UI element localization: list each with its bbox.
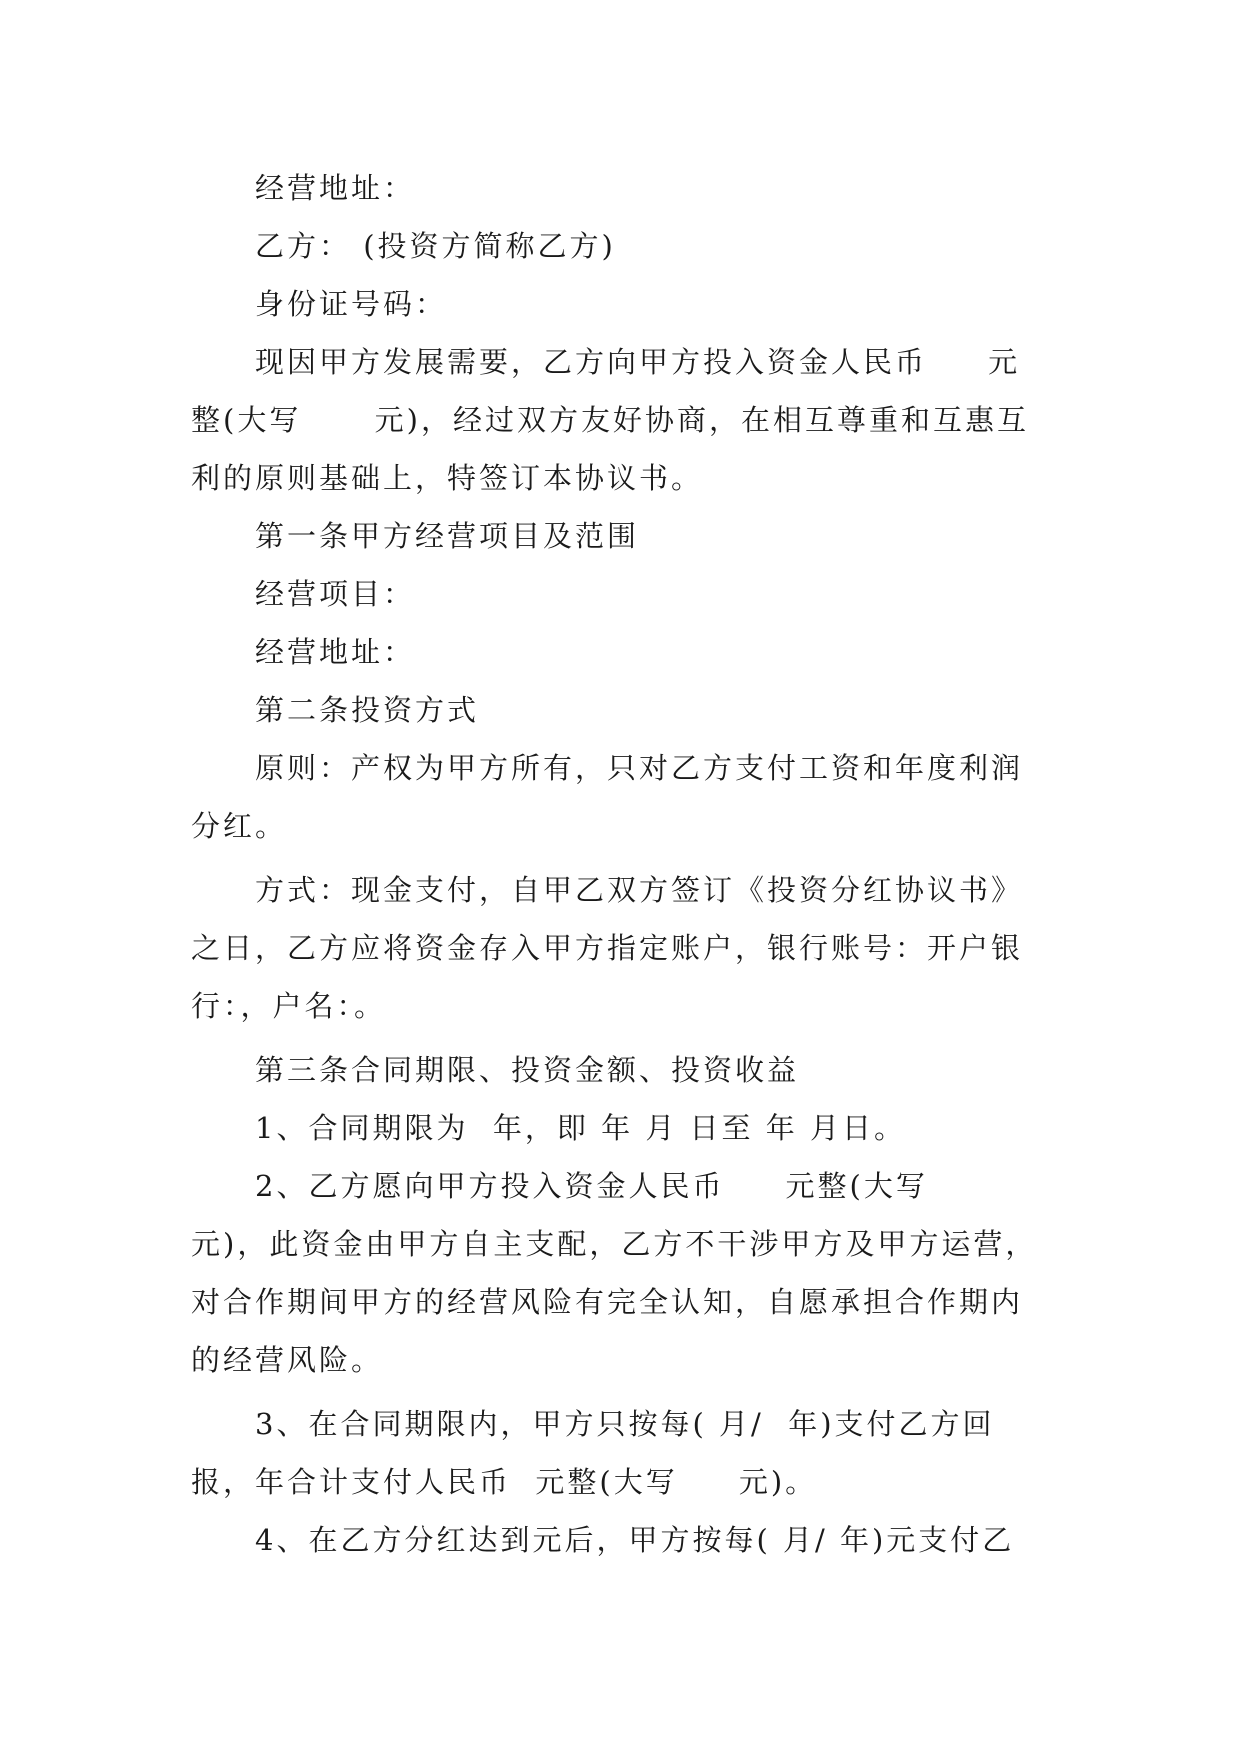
paragraph-clause-3: 3、在合同期限内，甲方只按每( 月/ 年)支付乙方回报，年合计支付人民币 元整(大写 元)。 xyxy=(191,1407,995,1499)
paragraph-clause-1: 1、合同期限为 年，即 年 月 日至 年 月日。 xyxy=(255,1111,906,1145)
paragraph-business-project: 经营项目： xyxy=(255,577,416,611)
paragraph-party-b: 乙方： (投资方简称乙方) xyxy=(255,229,616,263)
paragraph-article-1-heading: 第一条甲方经营项目及范围 xyxy=(255,519,640,553)
paragraph-clause-2: 2、乙方愿向甲方投入资金人民币 元整(大写 元)，此资金由甲方自主支配，乙方不干涉甲方及甲方运营，对合作期间甲方的经营风险有完全认知，自愿承担合作期内的经营风险。 xyxy=(191,1169,1038,1377)
paragraph-business-address: 经营地址： xyxy=(255,171,416,205)
paragraph-business-address-2: 经营地址： xyxy=(255,635,416,669)
paragraph-method: 方式：现金支付，自甲乙双方签订《投资分红协议书》之日，乙方应将资金存入甲方指定账户，银行账号：开户银行：，户名：。 xyxy=(191,873,1024,1023)
paragraph-id-number: 身份证号码： xyxy=(255,287,448,321)
paragraph-preamble: 现因甲方发展需要，乙方向甲方投入资金人民币 元整(大写 元)，经过双方友好协商，在相互尊重和互惠互利的原则基础上，特签订本协议书。 xyxy=(191,345,1029,495)
paragraph-article-2-heading: 第二条投资方式 xyxy=(255,693,480,727)
paragraph-clause-4: 4、在乙方分红达到元后，甲方按每( 月/ 年)元支付乙 xyxy=(255,1523,1015,1557)
paragraph-article-3-heading: 第三条合同期限、投资金额、投资收益 xyxy=(255,1053,800,1087)
document-body xyxy=(191,159,1051,1569)
paragraph-principle: 原则：产权为甲方所有，只对乙方支付工资和年度利润分红。 xyxy=(191,751,1024,843)
